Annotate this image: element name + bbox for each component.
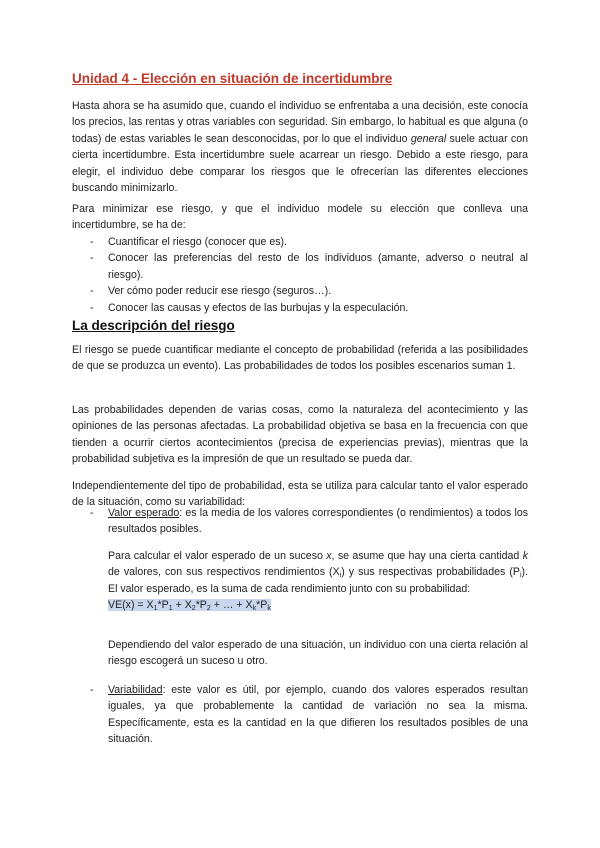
valor-esperado-term: Valor esperado bbox=[108, 507, 180, 519]
formula-subscript: k bbox=[252, 605, 257, 613]
bullet-marker: - bbox=[90, 252, 94, 265]
calc-text: de valores, con sus respectivos rendimientos (X bbox=[108, 566, 340, 579]
formula-subscript: 2 bbox=[206, 605, 211, 613]
list-item-text: Ver cómo poder reducir ese riesgo (seguros…). bbox=[108, 285, 332, 298]
formula-subscript: k bbox=[267, 605, 271, 613]
list-item bbox=[72, 300, 528, 316]
list-item-text: Conocer las causas y efectos de las burbujas y la especulación. bbox=[108, 301, 409, 314]
risk-paragraph-1: El riesgo se puede cuantificar mediante el concepto de probabilidad (referida a las posibilidades de que se produzca un evento). Las probabilidades de todos los posibles escenarios suman 1. bbox=[72, 344, 528, 373]
list-item bbox=[72, 250, 528, 283]
bullet-marker: - bbox=[90, 236, 94, 248]
formula-subscript: 1 bbox=[168, 605, 173, 613]
risk-paragraph-3: Independientemente del tipo de probabilidad, esta se utiliza para calcular tanto el valor esperado de la situación, como su variabilidad: bbox=[72, 480, 528, 509]
list-item-text: Conocer las preferencias del resto de los individuos (amante, adverso o neutral al riesgo). bbox=[108, 252, 528, 281]
bullet-marker: - bbox=[90, 285, 94, 298]
formula-part: VE(x) = X bbox=[108, 599, 154, 612]
risk-paragraph-2: Las probabilidades dependen de varias cosas, como la naturaleza del acontecimiento y las opiniones de las personas afectadas. La probabilidad objetiva se basa en la frecuencia con que tienden a ocurrir ciertos acontecimientos (precisa de experiencias previas), mientras que la probabilidad subjetiva es la impresión de que un resultado se pueda dar. bbox=[72, 404, 528, 466]
intro-italic-word: general bbox=[410, 132, 447, 145]
document-title: Unidad 4 - Elección en situación de incertidumbre bbox=[72, 71, 393, 86]
variabilidad-term: Variabilidad bbox=[108, 684, 163, 696]
calc-subscript: i bbox=[339, 572, 342, 580]
intro-text-2: suele actuar con cierta incertidumbre. Esta incertidumbre suele acarrear un riesgo. Debido a este riesgo, para elegir, el individuo debe comparar los riesgos que le ofrecerían las diferentes elecciones buscando minimizarlo. bbox=[72, 132, 528, 195]
calc-subscript: i bbox=[519, 572, 522, 580]
minimize-intro-paragraph: Para minimizar ese riesgo, y que el individuo modele su elección que conlleva una incertidumbre, se ha de: bbox=[72, 203, 528, 232]
calc-text: , se asume que hay una cierta cantidad bbox=[331, 550, 523, 562]
list-item bbox=[72, 682, 528, 748]
calc-text: ). El valor esperado, es la suma de cada rendimiento junto con su probabilidad: bbox=[108, 566, 528, 595]
calc-text: ) y sus respectivas probabilidades (P bbox=[341, 566, 520, 579]
steps-list bbox=[72, 234, 528, 316]
formula-part: *P bbox=[157, 599, 169, 612]
intro-text-1: Hasta ahora se ha asumido que, cuando el individuo se enfrentaba a una decisión, este conocía los precios, las rentas y otras variables con seguridad. Sin embargo, lo habitual es que alguna (o todas) de estas variables le sean desconocidas, por lo que el individuo bbox=[72, 100, 528, 145]
calc-var-x: x bbox=[326, 550, 332, 562]
section-title: La descripción del riesgo bbox=[72, 318, 235, 333]
expected-value-formula bbox=[108, 599, 271, 611]
formula-part: *P bbox=[195, 599, 207, 612]
formula-part: + X bbox=[172, 599, 192, 612]
calc-var-k: k bbox=[522, 550, 528, 562]
calc-text: Para calcular el valor esperado de un suceso bbox=[108, 550, 327, 562]
variabilidad-definition: : este valor es útil, por ejemplo, cuando dos valores esperados resultan iguales, ya que probablemente la cantidad de variación no sea la misma. Específicamente, esta es la cantidad en la que difieren los resultados posibles de una situación. bbox=[108, 684, 528, 746]
valor-esperado-definition: : es la media de los valores correspondientes (o rendimientos) a todos los resultados posibles. bbox=[108, 507, 529, 536]
formula-subscript: 1 bbox=[153, 605, 158, 613]
formula-subscript: 2 bbox=[191, 605, 196, 613]
bullet-marker: - bbox=[90, 301, 94, 314]
formula-part: *P bbox=[256, 599, 268, 612]
bullet-marker: - bbox=[90, 684, 94, 696]
list-item bbox=[72, 505, 528, 538]
intro-paragraph bbox=[72, 98, 528, 196]
list-item bbox=[72, 234, 528, 250]
variabilidad-list bbox=[72, 682, 528, 748]
bullet-marker: - bbox=[90, 507, 94, 519]
valor-esperado-list bbox=[72, 505, 528, 538]
valor-calc-paragraph bbox=[108, 548, 528, 614]
valor-after-paragraph: Dependiendo del valor esperado de una situación, un individuo con una cierta relación al riesgo escogerá un suceso u otro. bbox=[108, 639, 528, 668]
list-item bbox=[72, 283, 528, 299]
list-item-text: Cuantificar el riesgo (conocer que es). bbox=[108, 236, 288, 248]
formula-part: + … + X bbox=[210, 599, 253, 612]
